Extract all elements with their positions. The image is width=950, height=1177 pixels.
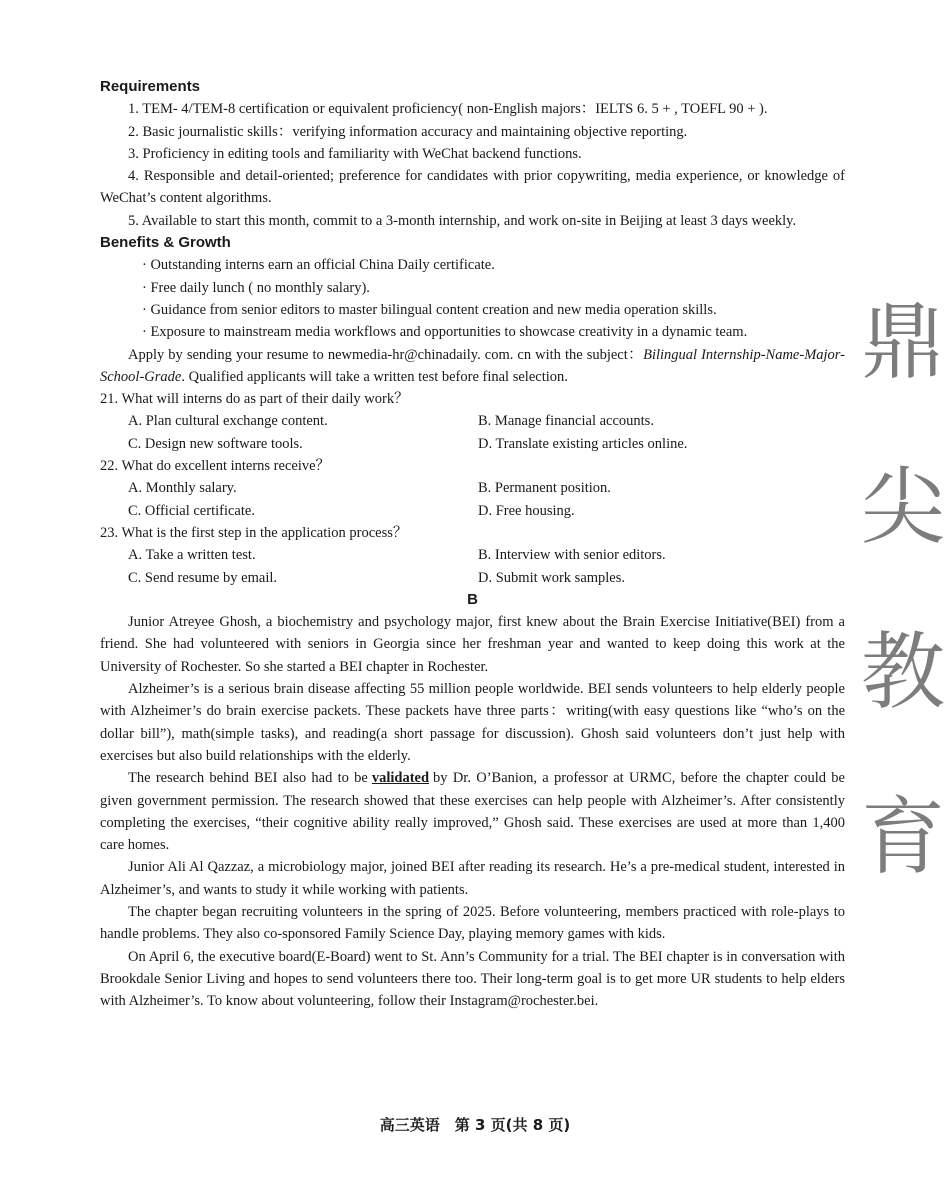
option-c: C. Design new software tools. bbox=[128, 435, 303, 452]
passage-b-heading: B bbox=[467, 590, 478, 608]
apply-instructions bbox=[100, 344, 845, 389]
option-c: C. Official certificate. bbox=[128, 502, 255, 519]
question-21 bbox=[100, 388, 845, 455]
benefit-bullet: · Exposure to mainstream media workflows and opportunities to showcase creativity in a dynamic team. bbox=[142, 324, 748, 341]
question-23 bbox=[100, 522, 845, 589]
passage-paragraph: Junior Atreyee Ghosh, a biochemistry and psychology major, first knew about the Brain Exercise Initiative(BEI) from a friend. She had volunteered with seniors in Georgia since her freshman year and wanted to keep doing this work at the University of Rochester. So she started a BEI chapter in Rochester. bbox=[100, 614, 845, 675]
benefits-heading: Benefits & Growth bbox=[100, 234, 231, 252]
p3-before: The research behind BEI also had to be bbox=[128, 770, 368, 787]
underlined-word: validated bbox=[371, 770, 430, 787]
passage-paragraph: The chapter began recruiting volunteers in the spring of 2025. Before volunteering, members practiced with role-plays to handle problems. They also co-sponsored Family Science Day, playing memory games with kids. bbox=[100, 903, 845, 943]
option-d: D. Free housing. bbox=[478, 502, 575, 519]
benefit-bullet: · Outstanding interns earn an official China Daily certificate. bbox=[142, 257, 495, 274]
apply-suffix: . Qualified applicants will take a written test before final selection. bbox=[181, 368, 568, 385]
option-b: B. Manage financial accounts. bbox=[478, 413, 654, 430]
passage-paragraph: Junior Ali Al Qazzaz, a microbiology major, joined BEI after reading its research. He’s a pre-medical student, interested in Alzheimer’s, and wants to study it while working with patients. bbox=[100, 859, 845, 898]
passage-paragraph: On April 6, the executive board(E-Board) went to St. Ann’s Community for a trial. The BEI chapter is in conversation with Brookdale Senior Living and hopes to send volunteers there too. Their long-term goal is to get more UR students to help elders with Alzheimer’s. To know about volunteering, follow their Instagram@rochester.bei. bbox=[100, 948, 845, 1010]
exam-page bbox=[100, 76, 845, 1012]
option-a: A. Plan cultural exchange content. bbox=[128, 413, 328, 430]
benefit-bullet: · Free daily lunch ( no monthly salary). bbox=[142, 279, 370, 296]
watermark-char: 教 bbox=[860, 623, 945, 721]
option-b: B. Interview with senior editors. bbox=[478, 547, 666, 564]
requirement-item: 5. Available to start this month, commit to a 3-month internship, and work on-site in Beijing at least 3 days weekly. bbox=[128, 212, 797, 229]
option-a: A. Take a written test. bbox=[128, 547, 256, 564]
requirement-item: 4. Responsible and detail-oriented; preference for candidates with prior copywriting, media experience, or knowledge of WeChat’s content algorithms. bbox=[100, 168, 845, 207]
option-c: C. Send resume by email. bbox=[128, 569, 278, 586]
watermark-char: 鼎 bbox=[860, 293, 945, 391]
requirement-item: 2. Basic journalistic skills：verifying information accuracy and maintaining objective reporting. bbox=[128, 123, 688, 140]
question-stem: 23. What is the first step in the application process？ bbox=[100, 524, 408, 541]
question-stem: 22. What do excellent interns receive？ bbox=[100, 458, 331, 475]
apply-prefix: Apply by sending your resume to newmedia-hr@chinadaily. com. cn with the subject： bbox=[128, 346, 644, 363]
question-22 bbox=[100, 455, 845, 522]
option-d: D. Submit work samples. bbox=[478, 569, 626, 586]
option-b: B. Permanent position. bbox=[478, 480, 611, 497]
requirements-heading: Requirements bbox=[100, 78, 201, 95]
apply-subject: Bilingual Internship-Name-Major-School-Grade bbox=[100, 346, 845, 385]
requirement-item: 1. TEM- 4/TEM-8 certification or equivalent proficiency( non-English majors：IELTS 6. 5 + , TOEFL 90 + ). bbox=[128, 101, 768, 118]
requirement-item: 3. Proficiency in editing tools and familiarity with WeChat backend functions. bbox=[128, 145, 582, 162]
question-stem: 21. What will interns do as part of their daily work？ bbox=[100, 391, 409, 408]
page-footer: 高三英语 第 3 页(共 8 页) bbox=[379, 1116, 571, 1134]
passage-paragraph bbox=[100, 767, 845, 856]
option-a: A. Monthly salary. bbox=[128, 480, 237, 497]
watermark-char: 育 bbox=[860, 788, 945, 886]
p3-after: by Dr. O’Banion, a professor at URMC, before the chapter could be given government permission. The research showed that these exercises can help people with Alzheimer’s. After consistently completing the exercises, “their cognitive ability really improved,” Ghosh said. These exercises are used at more than 1,400 care homes. bbox=[100, 770, 845, 854]
passage-paragraph: Alzheimer’s is a serious brain disease affecting 55 million people worldwide. BEI sends volunteers to help elderly people with Alzheimer’s do brain exercise packets. These packets have three parts：writing(with easy questions like “who’s on the dollar bill”), math(simple tasks), and reading(a short passage for discussion). Ghosh said volunteers don’t just help with exercises but also build relationships with the elderly. bbox=[100, 681, 845, 764]
benefit-bullet: · Guidance from senior editors to master bilingual content creation and new media operation skills. bbox=[142, 301, 717, 318]
option-d: D. Translate existing articles online. bbox=[478, 435, 688, 452]
watermark-char: 尖 bbox=[860, 458, 945, 556]
